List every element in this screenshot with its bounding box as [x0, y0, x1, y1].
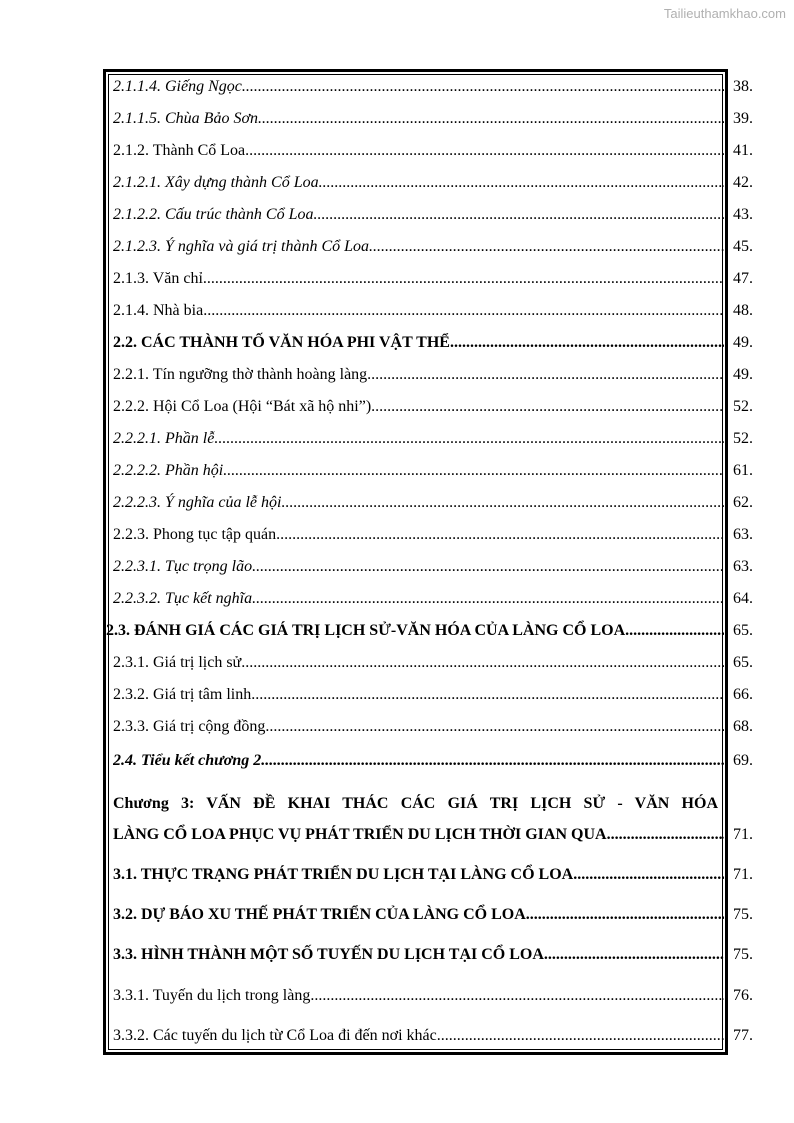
toc-entry[interactable]: [113, 523, 755, 547]
toc-entry-page: 48.: [733, 302, 753, 319]
toc-entry[interactable]: [113, 903, 755, 927]
toc-entry[interactable]: [113, 984, 755, 1008]
toc-entry[interactable]: [113, 171, 755, 195]
toc-entry-title: 2.2.3.1. Tục trọng lão .....: [113, 555, 724, 579]
toc-entry-title: 3.2. DỰ BÁO XU THẾ PHÁT TRIỂN CỦA LÀNG CỔ LOA .....: [113, 903, 724, 927]
toc-entry-title: 2.4. Tiểu kết chương 2 .....: [113, 749, 724, 773]
toc-entry-page: 65.: [733, 654, 753, 671]
toc-entry-title: 3.3.1. Tuyến du lịch trong làng .....: [113, 984, 724, 1008]
toc-entry-title: 2.1.1.4. Giếng Ngọc .....: [113, 75, 724, 99]
toc-entry[interactable]: [113, 491, 755, 515]
toc-entry-page: 63.: [733, 526, 753, 543]
chapter-3-heading: Chương 3: VẤN ĐỀ KHAI THÁC CÁC GIÁ TRỊ LỊCH SỬ - VĂN HÓA: [113, 795, 718, 812]
toc-entry-page: 42.: [733, 174, 753, 191]
toc-entry[interactable]: [113, 395, 755, 419]
toc-entry-title: 2.2.2.3. Ý nghĩa của lễ hội .....: [113, 491, 724, 515]
toc-entry-page: 39.: [733, 110, 753, 127]
toc-entry-title: 3.1. THỰC TRẠNG PHÁT TRIỂN DU LỊCH TẠI LÀNG CỔ LOA .....: [113, 863, 724, 887]
toc-entry-page: 71.: [733, 866, 753, 883]
toc-entry-page: 68.: [733, 718, 753, 735]
toc-entry-page: 71.: [733, 826, 753, 843]
toc-entry-page: 75.: [733, 946, 753, 963]
toc-entry-title: 2.3. ĐÁNH GIÁ CÁC GIÁ TRỊ LỊCH SỬ-VĂN HÓA CỦA LÀNG CỔ LOA .....: [106, 619, 724, 643]
toc-entry[interactable]: [113, 587, 755, 611]
toc-entry-page: 77.: [733, 1027, 753, 1044]
toc-entry[interactable]: [113, 75, 755, 99]
toc-entry[interactable]: [113, 749, 755, 773]
toc-entry-page: 75.: [733, 906, 753, 923]
toc-entry[interactable]: [113, 1024, 755, 1048]
toc-entry[interactable]: [113, 715, 755, 739]
toc-entry-page: 52.: [733, 398, 753, 415]
toc-entry-title: 3.3. HÌNH THÀNH MỘT SỐ TUYẾN DU LỊCH TẠI CỔ LOA .....: [113, 943, 724, 967]
toc-entry[interactable]: [113, 235, 755, 259]
toc-entry-title: 2.3.3. Giá trị cộng đồng .....: [113, 715, 724, 739]
toc-entry-title: 2.1.2.1. Xây dựng thành Cổ Loa .....: [113, 171, 724, 195]
toc-entry-page: 52.: [733, 430, 753, 447]
toc-entry[interactable]: [113, 427, 755, 451]
toc-entry-title: 2.2.2. Hội Cổ Loa (Hội “Bát xã hộ nhi”) .....: [113, 395, 724, 419]
toc-entry[interactable]: [113, 267, 755, 291]
toc-entry[interactable]: [113, 863, 755, 887]
toc-entry-title: 2.2.2.1. Phần lễ .....: [113, 427, 724, 451]
toc-entry-page: 61.: [733, 462, 753, 479]
toc-entry[interactable]: [113, 203, 755, 227]
toc-entry-page: 41.: [733, 142, 753, 159]
toc-entry-page: 49.: [733, 366, 753, 383]
toc-entry[interactable]: [113, 331, 755, 355]
toc-entry-title: 2.1.2. Thành Cổ Loa .....: [113, 139, 724, 163]
toc-entry-title: LÀNG CỔ LOA PHỤC VỤ PHÁT TRIỂN DU LỊCH THỜI GIAN QUA .....: [113, 823, 724, 847]
toc-entry[interactable]: [113, 555, 755, 579]
toc-entry[interactable]: [113, 683, 755, 707]
toc-entry-title: 2.2.3.2. Tục kết nghĩa .....: [113, 587, 724, 611]
toc-entry-page: 47.: [733, 270, 753, 287]
toc-entry-title: 2.3.1. Giá trị lịch sử .....: [113, 651, 724, 675]
toc-entry-page: 64.: [733, 590, 753, 607]
toc-entry-page: 76.: [733, 987, 753, 1004]
toc-entry[interactable]: [113, 363, 755, 387]
watermark: Tailieuthamkhao.com: [663, 6, 786, 21]
toc-entry-title: 2.1.2.2. Cấu trúc thành Cổ Loa .....: [113, 203, 724, 227]
toc-entry-page: 49.: [733, 334, 753, 351]
toc-entry[interactable]: [113, 943, 755, 967]
toc-entry-page: 43.: [733, 206, 753, 223]
toc-entry[interactable]: [113, 107, 755, 131]
toc-entry[interactable]: [113, 139, 755, 163]
toc-entry[interactable]: [113, 459, 755, 483]
toc-entry-page: 69.: [733, 752, 753, 769]
toc-entry[interactable]: [113, 299, 755, 323]
toc-entry-title: 2.1.3. Văn chỉ .....: [113, 267, 724, 291]
toc-entry-page: 45.: [733, 238, 753, 255]
toc-entry-title: 2.3.2. Giá trị tâm linh .....: [113, 683, 724, 707]
toc-entry-title: 3.3.2. Các tuyến du lịch từ Cổ Loa đi đến nơi khác .....: [113, 1024, 724, 1048]
toc-entry-title: 2.2.2.2. Phần hội .....: [113, 459, 724, 483]
toc-entry-chapter-3[interactable]: [113, 823, 755, 847]
toc-entry[interactable]: [113, 651, 755, 675]
toc-entry-title: 2.1.1.5. Chùa Bảo Sơn .....: [113, 107, 724, 131]
toc-entry-title: 2.1.2.3. Ý nghĩa và giá trị thành Cổ Loa .....: [113, 235, 724, 259]
toc-entry[interactable]: [106, 619, 755, 643]
toc-entry-title: 2.2. CÁC THÀNH TỐ VĂN HÓA PHI VẬT THỂ .....: [113, 331, 724, 355]
toc-entry-title: 2.2.3. Phong tục tập quán .....: [113, 523, 724, 547]
toc-entry-page: 38.: [733, 78, 753, 95]
toc-entry-title: 2.2.1. Tín ngưỡng thờ thành hoàng làng .....: [113, 363, 724, 387]
toc-entry-page: 62.: [733, 494, 753, 511]
toc-entry-page: 63.: [733, 558, 753, 575]
toc-entry-title: 2.1.4. Nhà bia .....: [113, 299, 724, 323]
toc-entry-page: 66.: [733, 686, 753, 703]
toc-entry-page: 65.: [733, 622, 753, 639]
